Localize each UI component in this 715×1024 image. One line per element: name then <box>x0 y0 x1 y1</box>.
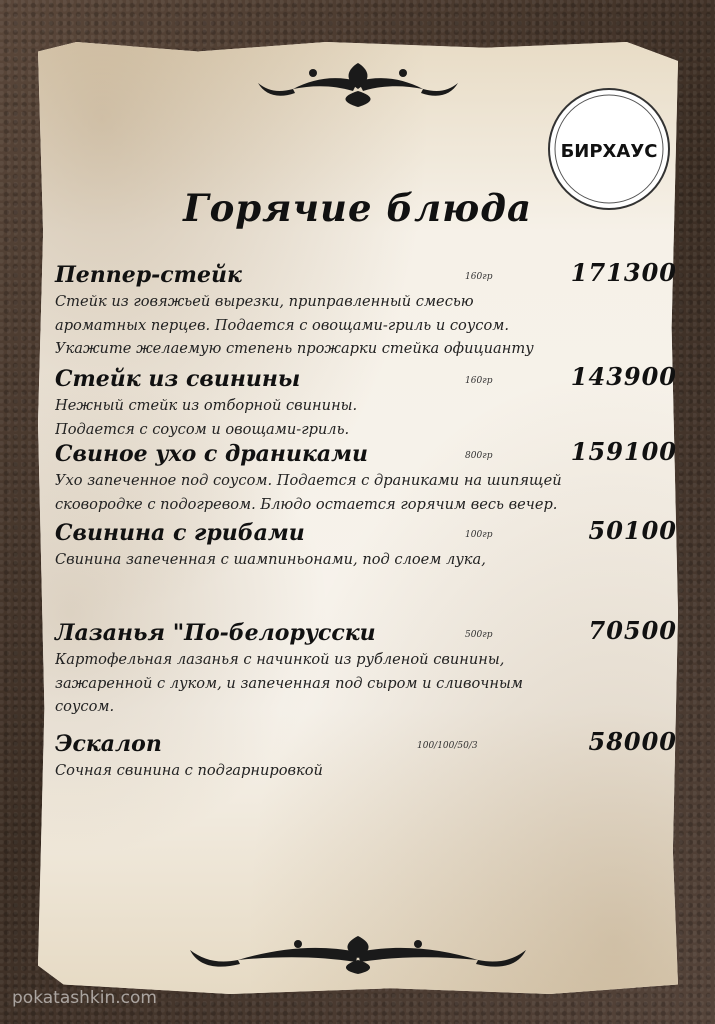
description-line: зажаренной с луком, и запеченная под сыром и сливочным <box>55 674 523 692</box>
dish-description <box>55 394 685 441</box>
dish-name: Свинина с грибами <box>55 520 305 546</box>
description-line: Укажите желаемую степень прожарки стейка официанту <box>55 340 534 357</box>
dish-description <box>55 648 685 719</box>
description-line: Стейк из говяжьей вырезки, приправленный смесью <box>55 293 474 310</box>
dish-description <box>55 759 685 783</box>
dish-weight: 160гр <box>465 376 493 386</box>
description-line: Картофельная лазанья с начинкой из рубленой свинины, <box>55 651 505 668</box>
dish-name: Эскалоп <box>55 731 162 757</box>
description-line: Ухо запеченное под соусом. Подается с драниками на шипящей <box>55 472 562 489</box>
dish-price: 58000 <box>588 727 677 756</box>
dish-weight: 160гр <box>465 272 493 282</box>
dish-name: Лазанья "По-белорусски <box>55 620 376 646</box>
dish-weight: 100/100/50/3 <box>417 741 478 751</box>
dish-description <box>55 548 685 572</box>
description-line: Подается с соусом и овощами-гриль. <box>55 420 350 438</box>
top-ornament-icon <box>253 55 463 110</box>
dish-description <box>55 469 685 516</box>
page-title: Горячие блюда <box>183 186 532 230</box>
dish-price: 159100 <box>570 437 677 466</box>
dish-price: 70500 <box>588 616 677 645</box>
dish-name: Стейк из свинины <box>55 366 301 392</box>
description-line: Свинина запеченная с шампиньонами, под слоем лука, <box>55 551 486 568</box>
dish-description <box>55 290 685 361</box>
description-line: ароматных перцев. Подается с овощами-гриль и соусом. <box>55 316 509 334</box>
dish-weight: 100гр <box>465 530 493 540</box>
dish-name: Свиное ухо с драниками <box>55 441 369 467</box>
description-line: Нежный стейк из отборной свинины. <box>55 397 358 414</box>
dish-price: 143900 <box>570 362 677 391</box>
dish-price: 171300 <box>570 258 677 287</box>
description-line: сковородке с подогревом. Блюдо остается горячим весь вечер. <box>55 495 558 513</box>
bottom-ornament-icon <box>188 930 528 975</box>
dish-name: Пеппер-стейк <box>55 262 242 288</box>
dish-weight: 800гр <box>465 451 493 461</box>
description-line: Сочная свинина с подгарнировкой <box>55 762 323 779</box>
description-line: соусом. <box>55 698 115 715</box>
logo-text: БИРХАУС <box>560 141 658 162</box>
dish-weight: 500гр <box>465 630 493 640</box>
watermark: pokatashkin.com <box>12 988 157 1008</box>
dish-price: 50100 <box>588 516 677 545</box>
